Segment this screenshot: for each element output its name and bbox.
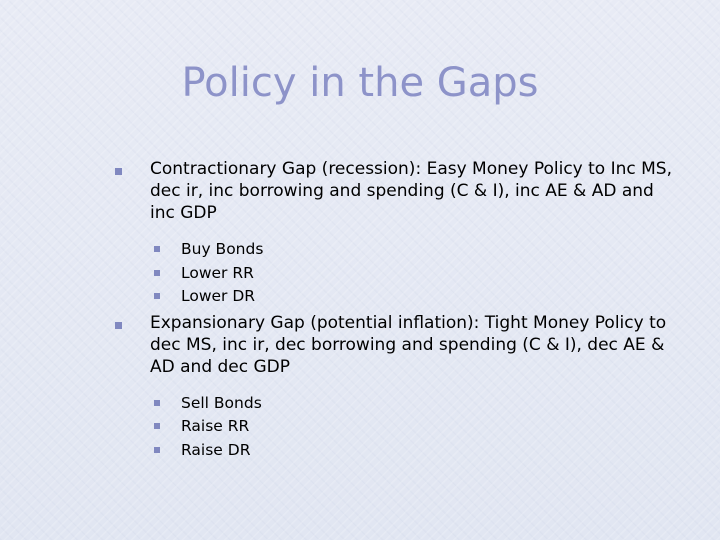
bullet-item-expansionary (108, 312, 678, 378)
sub-item-text: Buy Bonds (181, 240, 264, 258)
sub-item-text: Sell Bonds (181, 393, 262, 412)
square-bullet-icon (115, 322, 122, 329)
square-bullet-icon (154, 447, 160, 453)
sub-item (108, 238, 678, 262)
square-bullet-icon (154, 423, 160, 429)
sub-item (108, 392, 678, 416)
sub-item-text: Lower RR (181, 263, 254, 282)
sub-item-text: Lower DR (181, 287, 256, 305)
bullet-text: Expansionary Gap (potential inflation): Tight Money Policy to dec MS, inc ir, dec borrowing and spending (C & I), dec AE & AD and dec GDP (150, 312, 667, 377)
square-bullet-icon (154, 293, 160, 299)
sub-item (108, 415, 678, 439)
square-bullet-icon (115, 168, 122, 175)
slide-title: Policy in the Gaps (181, 60, 539, 106)
sub-item (108, 439, 678, 463)
square-bullet-icon (154, 246, 160, 252)
bullet-text: Contractionary Gap (recession): Easy Money Policy to Inc MS, dec ir, inc borrowing and spending (C & I), inc AE & AD and inc GDP (150, 159, 672, 223)
sub-list-contractionary (108, 238, 678, 309)
square-bullet-icon (154, 400, 160, 406)
sub-item (108, 262, 678, 286)
bullet-group-expansionary (108, 312, 678, 463)
slide-content (108, 158, 678, 462)
sub-item (108, 285, 678, 309)
sub-list-expansionary (108, 392, 678, 463)
sub-item-text: Raise DR (181, 440, 251, 459)
square-bullet-icon (154, 270, 160, 276)
bullet-group-contractionary (108, 158, 678, 309)
sub-item-text: Raise RR (181, 417, 250, 435)
bullet-item-contractionary (108, 158, 678, 224)
